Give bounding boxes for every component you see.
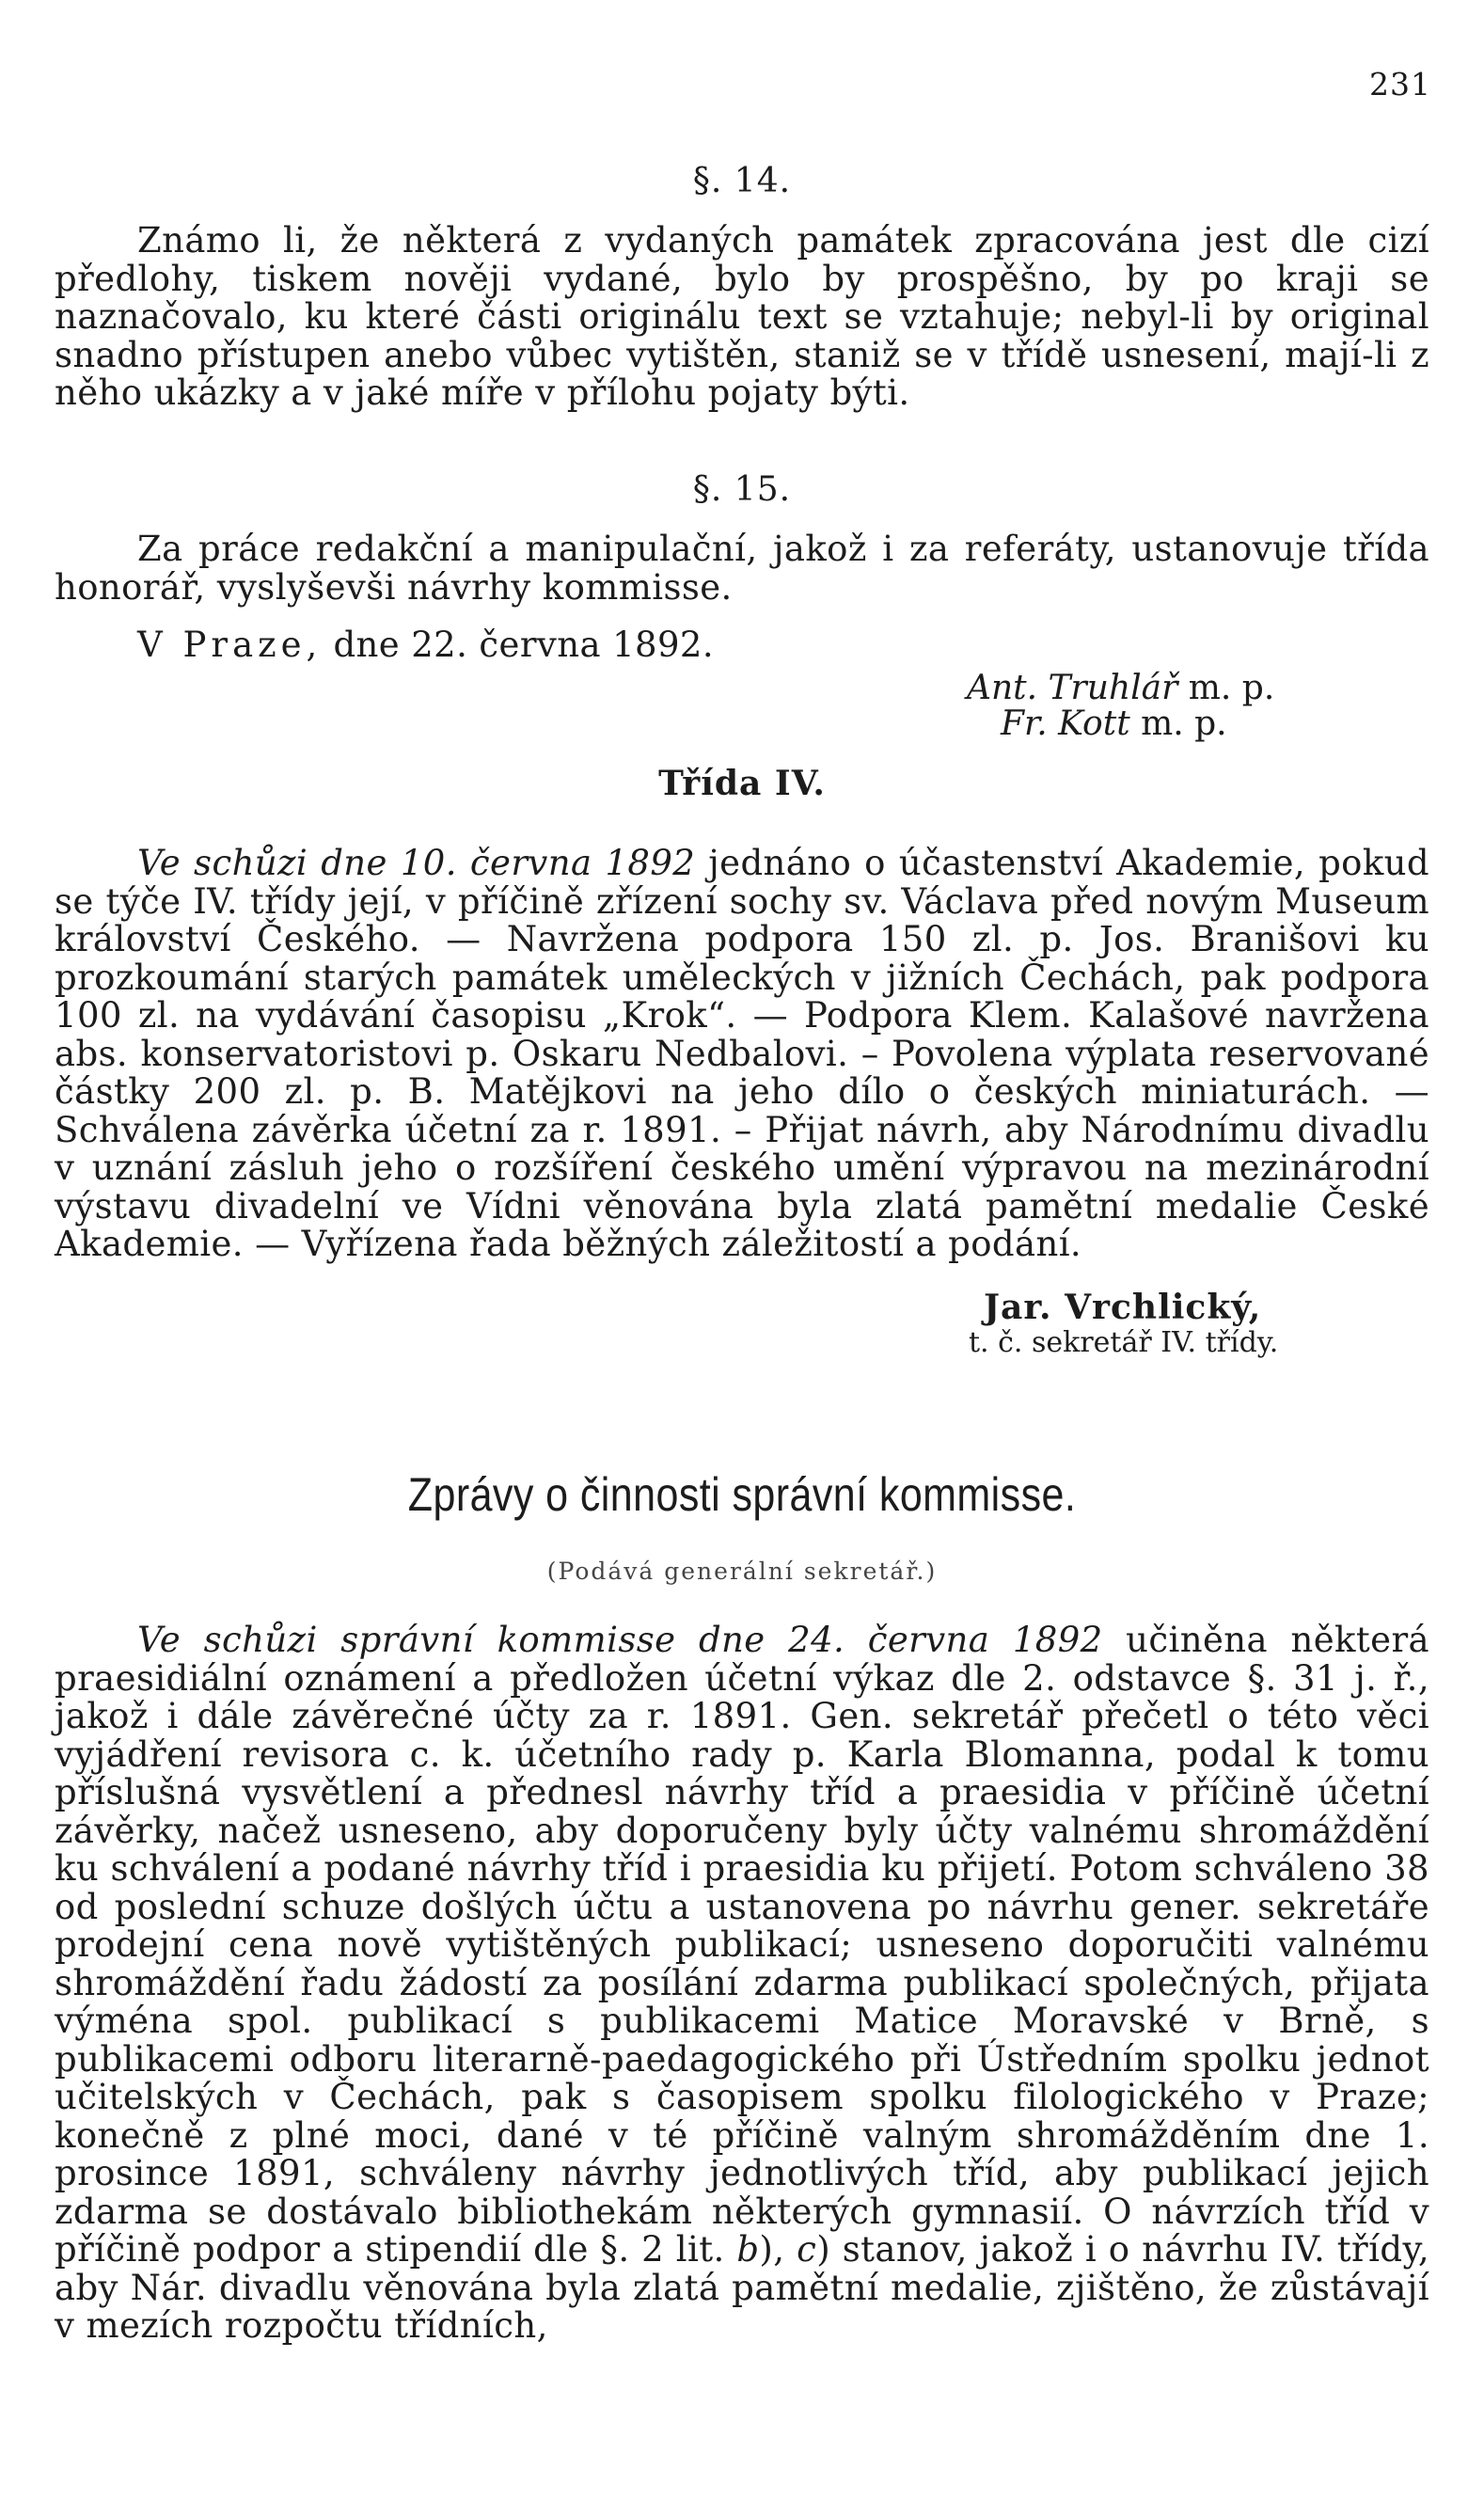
class-4-lead: Ve schůzi dne 10. června 1892 — [137, 843, 696, 883]
section-14-mark: §. 14. — [692, 162, 792, 200]
section-15-body — [55, 530, 1429, 607]
signature-truhlar-suffix: m. p. — [1177, 669, 1275, 707]
section-15-mark: §. 15. — [692, 470, 792, 509]
report-subheading: (Podává generální sekretář.) — [546, 1558, 938, 1585]
section-15-date-line — [55, 626, 1429, 665]
page-number: 231 — [1369, 66, 1431, 103]
section-15-paragraph: Za práce redakční a manipulační, jakož i za referáty, ustanovuje třída honorář, vyslyševši návrhy kommisse. — [55, 529, 1429, 608]
report-lit-c: c — [797, 2229, 817, 2270]
class-4-text: jednáno o účastenství Akademie, pokud se týče IV. třídy její, v příčině zřízení sochy sv. Václava před novým Museum království Českého. — Navržena podpora 150 zl. p. Jos. Branišovi ku prozkoumání starých památek uměleckých v jižních Čechách, pak podpora 100 zl. na vydávání časopisu „Krok“. — Podpora Klem. Kalašové navržena abs. konservatoristovi p. Oskaru Nedbalovi. – Povolena výplata reservované částky 200 zl. p. B. Matějkovi na jeho dílo o českých miniaturách. — Schválena závěrka účetní za r. 1891. – Přijat návrh, aby Národnímu divadlu v uznání zásluh jeho o rozšíření českého umění výpravou na mezinárodní výstavu divadelní ve Vídni věnována byla zlatá pamětní medalie České Akademie. — Vyřízena řada běžných záležitostí a podání. — [55, 843, 1429, 1264]
signature-kott-name: Fr. Kott — [1001, 704, 1130, 743]
date-line — [55, 626, 1429, 665]
class-4-paragraph — [55, 845, 1429, 1264]
signature-truhlar — [967, 670, 1274, 707]
signature-truhlar-name: Ant. Truhlář — [967, 669, 1178, 707]
report-lead: Ve schůzi správní kommisse dne 24. června 1892 — [137, 1620, 1103, 1660]
report-text-b: ), — [759, 2229, 797, 2270]
report-body — [55, 1622, 1429, 2346]
signature-kott — [1001, 705, 1227, 743]
section-14-paragraph: Známo li, že některá z vydaných památek zpracována jest dle cizí předlohy, tiskem nověji vydané, bylo by prospěšno, by po kraji se naznačovalo, ku které části originálu text se vztahuje; nebyl-li by original snadno přístupen anebo vůbec vytištěn, staniž se v třídě usnesení, mají-li z něho ukázky a v jaké míře v přílohu pojaty býti. — [55, 220, 1429, 413]
report-lit-b: b — [736, 2229, 760, 2270]
date-place: V Praze, — [137, 625, 323, 665]
report-heading: Zprávy o činnosti správní kommisse. — [407, 1468, 1077, 1521]
report-text-c: ) stanov, jakož i o návrhu IV. třídy, aby Nár. divadlu věnována byla zlatá pamětní medalie, zjištěno, že zůstávají v mezích rozpočtu třídních, — [55, 2229, 1429, 2346]
class-4-body — [55, 845, 1429, 1264]
signature-kott-suffix: m. p. — [1129, 704, 1227, 743]
report-text-a: učiněna některá praesidiální oznámení a předložen účetní výkaz dle 2. odstavce §. 31 j. ř., jakož i dále závěrečné účty za r. 1891. Gen. sekretář přečetl o této věci vyjádření revisora c. k. účetního rady p. Karla Blomanna, podal k tomu příslušná vysvětlení a přednesl návrhy tříd a praesidia v příčině účetní závěrky, načež usneseno, aby doporučeny byly účty valnému shromáždění ku schválení a podané návrhy tříd i praesidia ku přijetí. Potom schváleno 38 od poslední schuze došlých účtu a ustanovena po návrhu gener. sekretáře prodejní cena nově vytištěných publikací; usneseno doporučiti valnému shromáždění řadu žádostí za posílání zdarma publikací společných, přijata výména spol. publikací s publikacemi Matice Moravské v Brně, s publikacemi odboru literarně-paedagogického při Ústředním spolku jednot učitelských v Čechách, pak s časopisem spolku filologického v Praze; konečně z plné moci, dané v té příčině valným shromážděním dne 1. prosince 1891, schváleny návrhy jednotlivých tříd, aby publikací jejich zdarma se dostávalo bibliothekám některých gymnasií. O návrzích tříd v příčině podpor a stipendií dle §. 2 lit. — [55, 1620, 1429, 2270]
signature-vrchlicky: Jar. Vrchlický, — [984, 1288, 1262, 1327]
section-14-body — [55, 222, 1429, 413]
signature-vrchlicky-title: t. č. sekretář IV. třídy. — [969, 1326, 1279, 1359]
class-4-heading: Třída IV. — [658, 764, 826, 803]
date-rest: dne 22. června 1892. — [322, 625, 714, 665]
report-paragraph — [55, 1622, 1429, 2346]
